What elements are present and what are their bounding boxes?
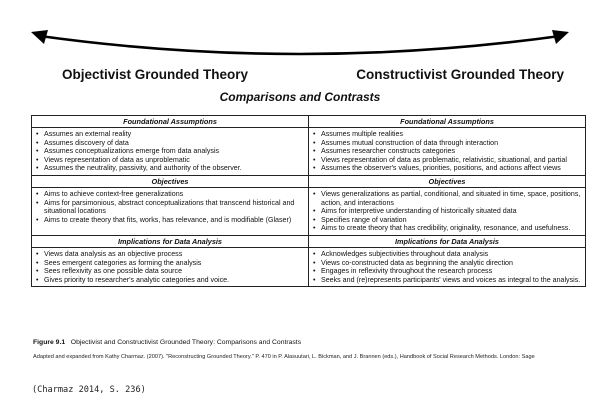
list-item: • Views co-constructed data as beginning the analytic direction	[313, 259, 581, 268]
list-item: • Sees reflexivity as one possible data source	[36, 267, 304, 276]
section-title: Comparisons and Contrasts	[219, 90, 381, 104]
figure-caption-text: Objectivist and Constructivist Grounded Theory: Comparisons and Contrasts	[70, 339, 302, 346]
figure-caption	[33, 339, 593, 346]
list-item: • Sees emergent categories as forming the analysis	[36, 259, 304, 268]
list-item: • Views data analysis as an objective process	[36, 250, 304, 259]
header-constructivist: Implications for Data Analysis	[309, 235, 586, 247]
list-item: • Aims to create theory that fits, works, has relevance, and is modifiable (Glaser)	[36, 216, 304, 225]
objectivist-cell	[32, 247, 309, 286]
comparison-table	[31, 115, 586, 287]
objectivist-cell	[32, 187, 309, 235]
citation: (Charmaz 2014, S. 236)	[32, 385, 146, 395]
list-item: • Assumes an external reality	[36, 130, 304, 139]
table-header-row	[32, 235, 586, 247]
list-item: • Assumes discovery of data	[36, 139, 304, 148]
objectivist-label: Objectivist Grounded Theory	[62, 67, 249, 82]
list-item: • Aims to achieve context-free generalizations	[36, 190, 304, 199]
list-item: • Specifies range of variation	[313, 216, 581, 225]
header-objectivist: Implications for Data Analysis	[32, 235, 309, 247]
constructivist-cell	[309, 187, 586, 235]
table-row	[32, 128, 586, 176]
constructivist-cell	[309, 128, 586, 176]
list-item: • Seeks and (re)represents participants' views and voices as integral to the analysis.	[313, 276, 581, 285]
list-item: • Engages in reflexivity throughout the research process	[313, 267, 581, 276]
constructivist-cell	[309, 247, 586, 286]
bullet-list	[36, 190, 304, 224]
table-header-row	[32, 175, 586, 187]
bullet-list	[313, 250, 581, 284]
bullet-list	[36, 130, 304, 173]
list-item: • Assumes the observer's values, priorities, positions, and actions affect views	[313, 164, 581, 173]
list-item: • Assumes conceptualizations emerge from data analysis	[36, 147, 304, 156]
bullet-list	[36, 250, 304, 284]
header-objectivist: Foundational Assumptions	[32, 116, 309, 128]
objectivist-cell	[32, 128, 309, 176]
list-item: • Views representation of data as problematic, relativistic, situational, and partial	[313, 156, 581, 165]
table-row	[32, 187, 586, 235]
header-constructivist: Objectives	[309, 175, 586, 187]
list-item: • Aims to create theory that has credibility, originality, resonance, and usefulness.	[313, 224, 581, 233]
list-item: • Assumes multiple realities	[313, 130, 581, 139]
list-item: • Aims for interpretive understanding of historically situated data	[313, 207, 581, 216]
bullet-list	[313, 190, 581, 233]
figure-label: Figure 9.1	[33, 339, 66, 346]
list-item: • Assumes researcher constructs categories	[313, 147, 581, 156]
list-item: • Gives priority to researcher's analytic categories and voice.	[36, 276, 304, 285]
header-objectivist: Objectives	[32, 175, 309, 187]
list-item: • Aims for parsimonious, abstract conceptualizations that transcend historical and situational locations	[36, 199, 304, 216]
table-header-row	[32, 116, 586, 128]
list-item: • Views generalizations as partial, conditional, and situated in time, space, positions, action, and interactions	[313, 190, 581, 207]
list-item: • Acknowledges subjectivities throughout data analysis	[313, 250, 581, 259]
constructivist-label: Constructivist Grounded Theory	[356, 67, 564, 82]
header-constructivist: Foundational Assumptions	[309, 116, 586, 128]
list-item: • Assumes mutual construction of data through interaction	[313, 139, 581, 148]
list-item: • Assumes the neutrality, passivity, and authority of the observer.	[36, 164, 304, 173]
bullet-list	[313, 130, 581, 173]
list-item: • Views representation of data as unproblematic	[36, 156, 304, 165]
source-note: Adapted and expanded from Kathy Charmaz. (2007). "Reconstructing Grounded Theory." P. 470 in P. Alasuutari, L. Bickman, and J. Brannen (eds.), Handbook of Social Research Methods. London: Sage	[33, 354, 535, 360]
table-row	[32, 247, 586, 286]
continuum-diagram	[0, 20, 600, 90]
